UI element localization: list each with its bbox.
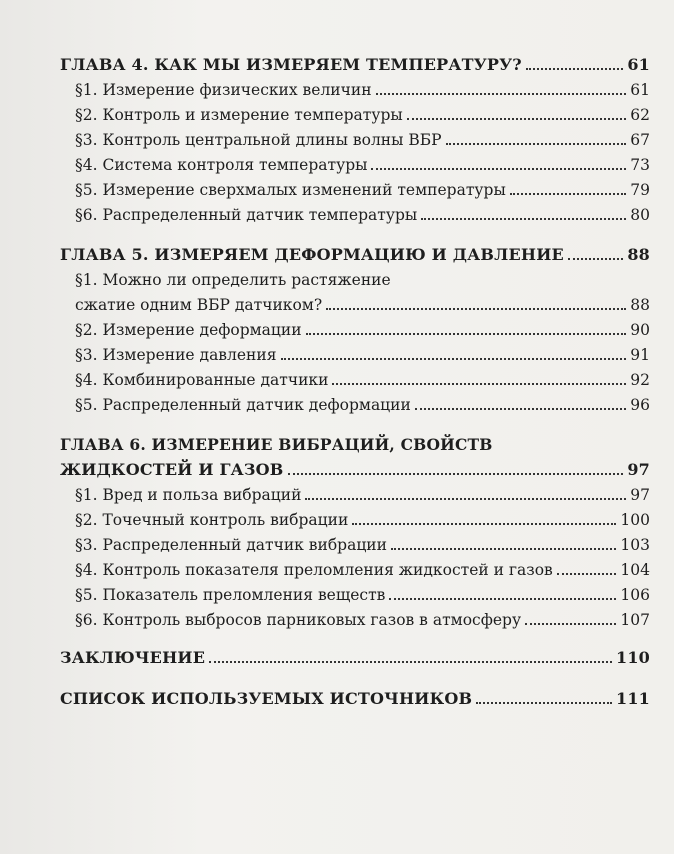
entry-title: §2. Точечный контроль вибрации	[75, 511, 349, 529]
dot-leader	[568, 258, 623, 260]
section-entry[interactable]	[0, 390, 674, 415]
page-number: 88	[630, 296, 650, 314]
dot-leader	[421, 218, 626, 220]
dot-leader	[371, 168, 626, 170]
entry-title: §6. Контроль выбросов парниковых газов в атмосферу	[75, 611, 522, 629]
section-entry[interactable]	[0, 340, 674, 365]
entry-title: ГЛАВА 5. ИЗМЕРЯЕМ ДЕФОРМАЦИЮ И ДАВЛЕНИЕ	[60, 245, 564, 264]
page-number: 104	[620, 561, 650, 579]
entry-title: §3. Распределенный датчик вибрации	[75, 536, 387, 554]
entry-title: §4. Система контроля температуры	[75, 156, 368, 174]
section-entry[interactable]	[0, 605, 674, 630]
section-entry[interactable]	[0, 150, 674, 175]
page-number: 90	[630, 321, 650, 339]
section-entry[interactable]	[0, 75, 674, 100]
page-number: 67	[630, 131, 650, 149]
page-number: 61	[627, 55, 650, 74]
entry-title: §5. Измерение сверхмалых изменений температуры	[75, 181, 506, 199]
entry-title: §6. Распределенный датчик температуры	[75, 206, 418, 224]
section-entry[interactable]	[0, 480, 674, 505]
entry-title: §1. Вред и польза вибраций	[75, 486, 302, 504]
section-entry[interactable]	[0, 200, 674, 225]
section-entry[interactable]	[0, 505, 674, 530]
section-entry[interactable]	[0, 555, 674, 580]
entry-title: §3. Измерение давления	[75, 346, 277, 364]
page-number: 80	[630, 206, 650, 224]
dot-leader	[526, 68, 623, 70]
entry-title: §5. Показатель преломления веществ	[75, 586, 386, 604]
dot-leader	[476, 702, 612, 704]
page-number: 97	[630, 486, 650, 504]
entry-title: ЗАКЛЮЧЕНИЕ	[60, 648, 206, 667]
dot-leader	[557, 573, 617, 575]
dot-leader	[376, 93, 627, 95]
page-number: 97	[627, 460, 650, 479]
dot-leader	[415, 408, 626, 410]
section-entry[interactable]	[0, 290, 674, 315]
chapter-entry[interactable]	[0, 240, 674, 265]
page-number: 107	[620, 611, 650, 629]
dot-leader	[407, 118, 627, 120]
entry-title: §2. Контроль и измерение температуры	[75, 106, 403, 124]
page-number: 91	[630, 346, 650, 364]
page-number: 110	[616, 648, 650, 667]
dot-leader	[305, 498, 626, 500]
entry-title: §5. Распределенный датчик деформации	[75, 396, 411, 414]
entry-title: СПИСОК ИСПОЛЬЗУЕМЫХ ИСТОЧНИКОВ	[60, 689, 473, 708]
entry-title: §4. Контроль показателя преломления жидкостей и газов	[75, 561, 553, 579]
page-number: 100	[620, 511, 650, 529]
page-number: 73	[630, 156, 650, 174]
page-number: 96	[630, 396, 650, 414]
chapter-entry[interactable]	[0, 684, 674, 709]
dot-leader	[352, 523, 616, 525]
section-entry[interactable]	[0, 530, 674, 555]
section-entry[interactable]	[0, 175, 674, 200]
chapter-entry[interactable]	[0, 643, 674, 668]
entry-title: §4. Комбинированные датчики	[75, 371, 329, 389]
section-entry[interactable]	[0, 315, 674, 340]
section-entry[interactable]	[0, 365, 674, 390]
page-number: 106	[620, 586, 650, 604]
section-entry[interactable]	[0, 580, 674, 605]
page-number: 61	[630, 81, 650, 99]
page-number: 92	[630, 371, 650, 389]
dot-leader	[510, 193, 626, 195]
entry-title: §2. Измерение деформации	[75, 321, 302, 339]
dot-leader	[326, 308, 626, 310]
dot-leader	[288, 473, 624, 475]
page-number: 62	[630, 106, 650, 124]
section-entry[interactable]	[0, 125, 674, 150]
entry-title: §3. Контроль центральной длины волны ВБР	[75, 131, 442, 149]
chapter-entry[interactable]	[0, 50, 674, 75]
entry-title: §1. Измерение физических величин	[75, 81, 372, 99]
page-number: 103	[620, 536, 650, 554]
page-number: 79	[630, 181, 650, 199]
dot-leader	[389, 598, 616, 600]
chapter-entry[interactable]	[0, 455, 674, 480]
dot-leader	[306, 333, 627, 335]
page-number: 88	[627, 245, 650, 264]
chapter-title-line1: ГЛАВА 6. ИЗМЕРЕНИЕ ВИБРАЦИЙ, СВОЙСТВ	[60, 435, 493, 454]
dot-leader	[391, 548, 616, 550]
dot-leader	[332, 383, 626, 385]
entry-title: сжатие одним ВБР датчиком?	[75, 296, 323, 314]
dot-leader	[446, 143, 627, 145]
dot-leader	[209, 661, 612, 663]
page-number: 111	[616, 689, 650, 708]
entry-title: ГЛАВА 4. КАК МЫ ИЗМЕРЯЕМ ТЕМПЕРАТУРУ?	[60, 55, 522, 74]
section-entry[interactable]	[0, 100, 674, 125]
dot-leader	[281, 358, 627, 360]
dot-leader	[525, 623, 616, 625]
section-title-line1: §1. Можно ли определить растяжение	[75, 271, 391, 289]
entry-title: ЖИДКОСТЕЙ И ГАЗОВ	[60, 460, 284, 479]
